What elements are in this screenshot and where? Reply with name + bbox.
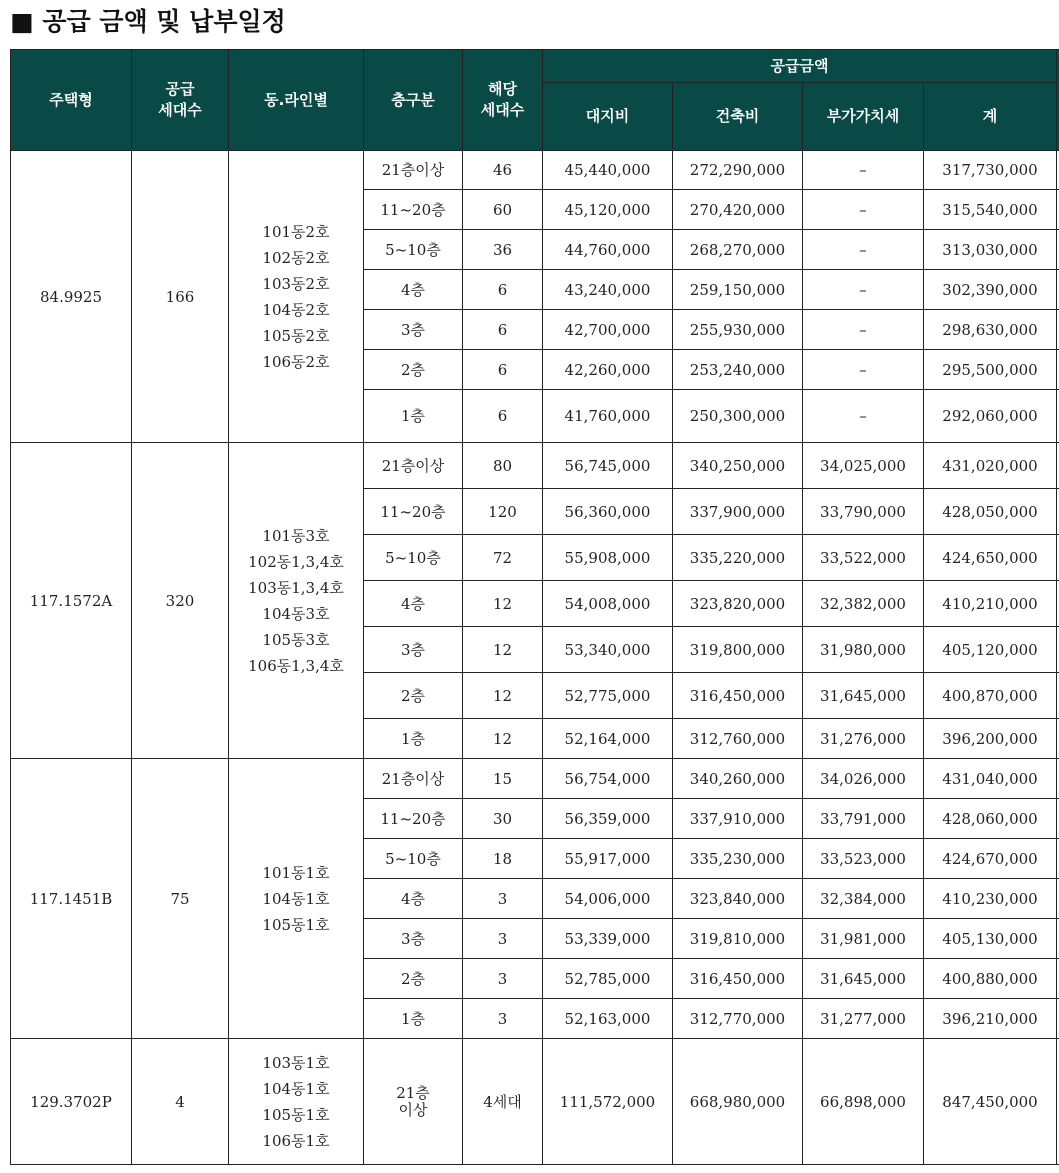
building-line: 103동1호	[262, 1053, 330, 1072]
cell-total: 396,210,000	[924, 999, 1057, 1039]
table-row	[11, 151, 1059, 190]
cell-floor	[364, 627, 463, 673]
cell-land: 52,785,000	[543, 959, 673, 999]
cell-total: 405,120,000	[924, 627, 1057, 673]
building-line: 101동1호	[262, 863, 330, 882]
cell-units: 3	[463, 879, 543, 919]
header-supply-amount: 공급금액	[543, 50, 1057, 83]
building-line: 102동1,3,4호	[248, 552, 344, 571]
header-units: 해당 세대수	[463, 50, 543, 151]
building-line: 102동2호	[262, 248, 330, 267]
cell-total: 428,060,000	[924, 799, 1057, 839]
cell-construction: 668,980,000	[673, 1039, 803, 1165]
cell-land: 42,700,000	[543, 310, 673, 350]
cell-total: 424,670,000	[924, 839, 1057, 879]
cell-floor	[364, 443, 463, 489]
cell-units: 18	[463, 839, 543, 879]
cell-vat: –	[803, 151, 924, 190]
cell-units: 72	[463, 535, 543, 581]
header-land: 대지비	[543, 83, 673, 151]
cell-construction: 316,450,000	[673, 673, 803, 719]
cell-floor	[364, 489, 463, 535]
cell-vat: 34,026,000	[803, 759, 924, 799]
cell-construction: 268,270,000	[673, 230, 803, 270]
building-line: 105동2호	[262, 326, 330, 345]
cell-building-lines	[229, 1039, 364, 1165]
cell-construction: 316,450,000	[673, 959, 803, 999]
cell-construction: 312,760,000	[673, 719, 803, 759]
cell-total: 428,050,000	[924, 489, 1057, 535]
cell-floor	[364, 999, 463, 1039]
floor-text: 4층	[400, 594, 426, 613]
cell-total: 292,060,000	[924, 390, 1057, 443]
cell-floor	[364, 719, 463, 759]
cell-floor	[364, 151, 463, 190]
header-type: 주택형	[11, 50, 132, 151]
cell-land: 56,360,000	[543, 489, 673, 535]
cell-vat: –	[803, 190, 924, 230]
cell-units: 12	[463, 627, 543, 673]
building-line: 106동2호	[262, 352, 330, 371]
floor-text: 1층	[400, 1009, 426, 1028]
cell-land: 44,760,000	[543, 230, 673, 270]
cell-floor	[364, 839, 463, 879]
floor-text: 4층	[400, 889, 426, 908]
cell-units: 6	[463, 310, 543, 350]
cell-vat: 33,522,000	[803, 535, 924, 581]
cell-units: 46	[463, 151, 543, 190]
supply-price-table	[10, 49, 1059, 1165]
cell-building-lines	[229, 443, 364, 759]
floor-text: 2층	[400, 360, 426, 379]
cell-total: 405,130,000	[924, 919, 1057, 959]
building-line: 103동2호	[262, 274, 330, 293]
cell-floor	[364, 759, 463, 799]
cell-units: 120	[463, 489, 543, 535]
cell-building-lines	[229, 151, 364, 443]
cell-total: 400,870,000	[924, 673, 1057, 719]
cell-total: 410,230,000	[924, 879, 1057, 919]
floor-text: 21층이상	[381, 161, 445, 179]
cell-land: 42,260,000	[543, 350, 673, 390]
cell-floor	[364, 879, 463, 919]
cell-land: 53,340,000	[543, 627, 673, 673]
table-row	[11, 1039, 1059, 1165]
cell-supply-units: 320	[132, 443, 229, 759]
cell-land: 52,775,000	[543, 673, 673, 719]
cell-type: 117.1451B	[11, 759, 132, 1039]
cell-vat: 31,645,000	[803, 673, 924, 719]
cell-floor	[364, 673, 463, 719]
cell-construction: 335,220,000	[673, 535, 803, 581]
cell-units: 15	[463, 759, 543, 799]
building-line: 103동1,3,4호	[248, 578, 344, 597]
cell-land: 55,917,000	[543, 839, 673, 879]
cell-units: 60	[463, 190, 543, 230]
cell-total: 396,200,000	[924, 719, 1057, 759]
floor-text: 2층	[400, 686, 426, 705]
cell-vat: 33,791,000	[803, 799, 924, 839]
cell-construction: 335,230,000	[673, 839, 803, 879]
building-line: 101동2호	[262, 222, 330, 241]
cell-vat: 31,277,000	[803, 999, 924, 1039]
cell-land: 52,164,000	[543, 719, 673, 759]
cell-vat: 32,384,000	[803, 879, 924, 919]
cell-units: 4세대	[463, 1039, 543, 1165]
cell-supply-units: 166	[132, 151, 229, 443]
table-row	[11, 443, 1059, 489]
cell-units: 6	[463, 390, 543, 443]
cell-building-lines	[229, 759, 364, 1039]
cell-construction: 340,260,000	[673, 759, 803, 799]
cell-construction: 337,900,000	[673, 489, 803, 535]
cell-vat: –	[803, 350, 924, 390]
cell-vat: –	[803, 310, 924, 350]
floor-text: 5~10층	[385, 548, 441, 567]
cell-total: 295,500,000	[924, 350, 1057, 390]
cell-land: 55,908,000	[543, 535, 673, 581]
cell-land: 56,745,000	[543, 443, 673, 489]
cell-vat: 33,523,000	[803, 839, 924, 879]
floor-text: 1층	[400, 729, 426, 748]
floor-text: 3층	[400, 929, 426, 948]
cell-units: 12	[463, 581, 543, 627]
building-line: 106동1호	[262, 1131, 330, 1150]
cell-construction: 250,300,000	[673, 390, 803, 443]
building-line: 106동1,3,4호	[248, 656, 344, 675]
cell-type: 129.3702P	[11, 1039, 132, 1165]
cell-total: 847,450,000	[924, 1039, 1057, 1165]
building-line: 104동3호	[262, 604, 330, 623]
building-line: 104동2호	[262, 300, 330, 319]
cell-units: 3	[463, 919, 543, 959]
cell-construction: 319,810,000	[673, 919, 803, 959]
cell-units: 12	[463, 719, 543, 759]
table-body	[11, 151, 1059, 1165]
cell-type: 117.1572A	[11, 443, 132, 759]
header-construction: 건축비	[673, 83, 803, 151]
cell-construction: 259,150,000	[673, 270, 803, 310]
cell-total: 431,040,000	[924, 759, 1057, 799]
cell-construction: 270,420,000	[673, 190, 803, 230]
cell-floor	[364, 230, 463, 270]
cell-construction: 340,250,000	[673, 443, 803, 489]
header-supply-units: 공급 세대수	[132, 50, 229, 151]
cell-supply-units: 75	[132, 759, 229, 1039]
cell-units: 80	[463, 443, 543, 489]
floor-text: 이상	[398, 1100, 428, 1119]
building-line: 105동1호	[262, 915, 330, 934]
floor-text: 5~10층	[385, 240, 441, 259]
cell-land: 54,006,000	[543, 879, 673, 919]
cell-construction: 319,800,000	[673, 627, 803, 673]
cell-floor	[364, 1039, 463, 1165]
cell-vat: –	[803, 270, 924, 310]
cell-vat: 66,898,000	[803, 1039, 924, 1165]
cell-vat: 33,790,000	[803, 489, 924, 535]
cell-vat: –	[803, 230, 924, 270]
cell-land: 43,240,000	[543, 270, 673, 310]
cell-floor	[364, 270, 463, 310]
building-line: 101동3호	[262, 526, 330, 545]
cell-units: 36	[463, 230, 543, 270]
header-total: 계	[924, 83, 1057, 151]
building-line: 105동1호	[262, 1105, 330, 1124]
cell-floor	[364, 190, 463, 230]
cell-land: 56,359,000	[543, 799, 673, 839]
cell-floor	[364, 390, 463, 443]
cell-construction: 323,820,000	[673, 581, 803, 627]
cell-land: 111,572,000	[543, 1039, 673, 1165]
floor-text: 3층	[400, 640, 426, 659]
floor-text: 5~10층	[385, 849, 441, 868]
cell-units: 12	[463, 673, 543, 719]
cell-supply-units: 4	[132, 1039, 229, 1165]
building-line: 105동3호	[262, 630, 330, 649]
cell-total: 400,880,000	[924, 959, 1057, 999]
header-floor: 층구분	[364, 50, 463, 151]
cell-floor	[364, 535, 463, 581]
cell-total: 410,210,000	[924, 581, 1057, 627]
cell-land: 45,120,000	[543, 190, 673, 230]
table-row	[11, 759, 1059, 799]
cell-vat: 31,981,000	[803, 919, 924, 959]
cell-total: 315,540,000	[924, 190, 1057, 230]
floor-text: 21층이상	[381, 456, 445, 475]
header-building-line: 동.라인별	[229, 50, 364, 151]
cell-total: 424,650,000	[924, 535, 1057, 581]
cell-land: 41,760,000	[543, 390, 673, 443]
cell-floor	[364, 959, 463, 999]
building-line: 104동1호	[262, 1079, 330, 1098]
cell-construction: 272,290,000	[673, 151, 803, 190]
building-line: 104동1호	[262, 889, 330, 908]
cell-total: 313,030,000	[924, 230, 1057, 270]
cell-units: 3	[463, 999, 543, 1039]
floor-text: 1층	[400, 407, 426, 425]
cell-floor	[364, 799, 463, 839]
floor-text: 4층	[400, 280, 426, 299]
cell-floor	[364, 919, 463, 959]
cell-vat: 31,980,000	[803, 627, 924, 673]
cell-floor	[364, 350, 463, 390]
cell-vat: –	[803, 390, 924, 443]
cell-vat: 34,025,000	[803, 443, 924, 489]
cell-units: 6	[463, 270, 543, 310]
cell-type: 84.9925	[11, 151, 132, 443]
cell-vat: 31,276,000	[803, 719, 924, 759]
cell-total: 298,630,000	[924, 310, 1057, 350]
cell-land: 54,008,000	[543, 581, 673, 627]
floor-text: 21층이상	[381, 769, 445, 788]
cell-units: 30	[463, 799, 543, 839]
cell-construction: 323,840,000	[673, 879, 803, 919]
cell-land: 52,163,000	[543, 999, 673, 1039]
floor-text: 3층	[400, 320, 426, 339]
page-title: ■ 공급 금액 및 납부일정	[10, 7, 286, 36]
cell-land: 45,440,000	[543, 151, 673, 190]
cell-vat: 31,645,000	[803, 959, 924, 999]
floor-text: 21층	[396, 1083, 430, 1102]
cell-construction: 255,930,000	[673, 310, 803, 350]
header-vat: 부가가치세	[803, 83, 924, 151]
floor-text: 2층	[400, 969, 426, 988]
cell-floor	[364, 310, 463, 350]
cell-total: 431,020,000	[924, 443, 1057, 489]
cell-units: 3	[463, 959, 543, 999]
floor-text: 11~20층	[380, 809, 446, 828]
cell-total: 317,730,000	[924, 151, 1057, 190]
floor-text: 11~20층	[380, 200, 446, 219]
cell-total: 302,390,000	[924, 270, 1057, 310]
cell-floor	[364, 581, 463, 627]
floor-text: 11~20층	[380, 502, 446, 521]
cell-land: 56,754,000	[543, 759, 673, 799]
cell-vat: 32,382,000	[803, 581, 924, 627]
cell-construction: 253,240,000	[673, 350, 803, 390]
cell-units: 6	[463, 350, 543, 390]
cell-land: 53,339,000	[543, 919, 673, 959]
cell-construction: 337,910,000	[673, 799, 803, 839]
cell-construction: 312,770,000	[673, 999, 803, 1039]
